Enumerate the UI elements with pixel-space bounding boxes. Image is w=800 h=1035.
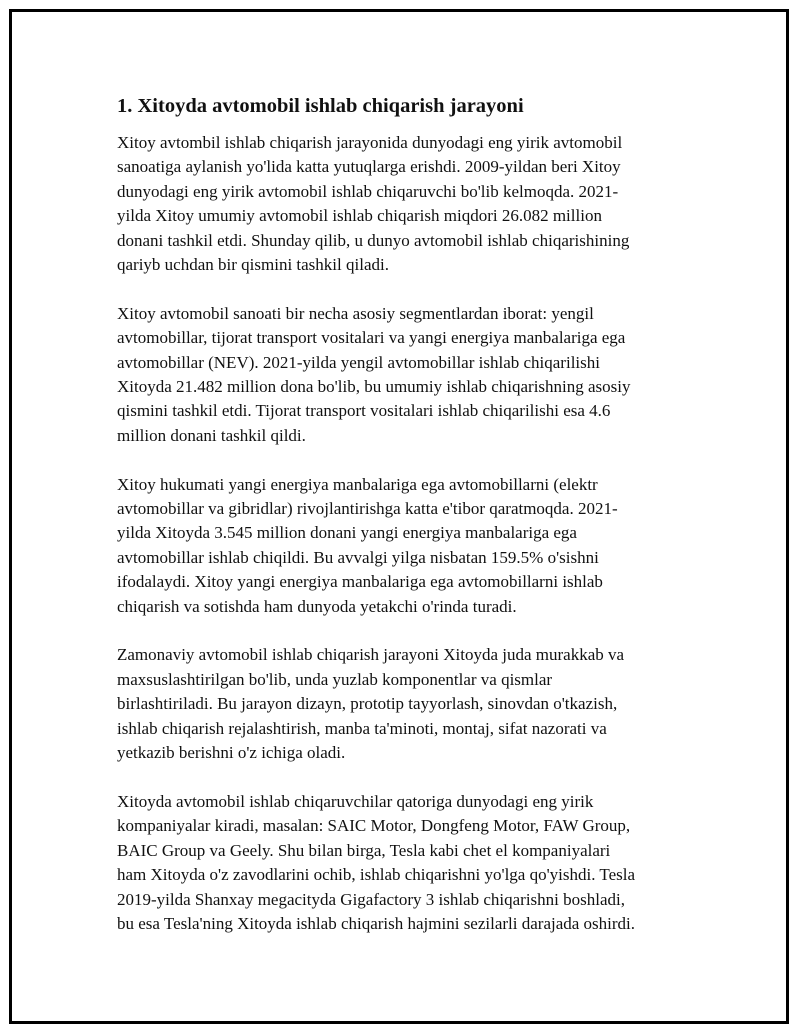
paragraph-line: donani tashkil etdi. Shunday qilib, u dunyo avtomobil ishlab chiqarishining (117, 230, 630, 250)
paragraph-line: qismini tashkil etdi. Tijorat transport vositalari ishlab chiqarilishi esa 4.6 (117, 401, 611, 421)
paragraph-line: avtomobillar (NEV). 2021-yilda yengil avtomobillar ishlab chiqarilishi (117, 352, 600, 372)
body-paragraph (117, 643, 692, 765)
paragraph-line: Xitoyda 21.482 million dona bo'lib, bu umumiy ishlab chiqarishning asosiy (117, 377, 631, 397)
paragraph-line: qariyb uchdan bir qismini tashkil qiladi. (117, 255, 389, 275)
paragraph-line: Zamonaviy avtomobil ishlab chiqarish jarayoni Xitoyda juda murakkab va (117, 645, 625, 665)
paragraph-line: kompaniyalar kiradi, masalan: SAIC Motor, Dongfeng Motor, FAW Group, (117, 816, 631, 836)
body-paragraph (117, 473, 692, 619)
paragraph-line: yilda Xitoyda 3.545 million donani yangi energiya manbalariga ega (117, 523, 577, 543)
paragraph-line: Xitoy hukumati yangi energiya manbalariga ega avtomobillarni (elektr (117, 474, 598, 494)
paragraph-line: avtomobillar ishlab chiqildi. Bu avvalgi yilga nisbatan 159.5% o'sishni (117, 547, 599, 567)
paragraph-line: yetkazib berishni o'z ichiga oladi. (117, 743, 346, 763)
paragraph-line: Xitoy avtombil ishlab chiqarish jarayonida dunyodagi eng yirik avtomobil (117, 133, 623, 152)
paragraph-line: avtomobillar va gibridlar) rivojlantirishga katta e'tibor qaratmoqda. 2021- (117, 499, 618, 519)
paragraph-line: birlashtiriladi. Bu jarayon dizayn, prototip tayyorlash, sinovdan o'tkazish, (117, 694, 618, 714)
body-paragraph (117, 302, 692, 448)
paragraph-line: chiqarish va sotishda ham dunyoda yetakchi o'rinda turadi. (117, 596, 517, 616)
paragraph-list (117, 131, 692, 936)
paragraph-line: sanoatiga aylanish yo'lida katta yutuqlarga erishdi. 2009-yildan beri Xitoy (117, 157, 621, 177)
paragraph-line: million donani tashkil qildi. (117, 425, 306, 445)
paragraph-line: avtomobillar, tijorat transport vositalari va yangi energiya manbalariga ega (117, 328, 626, 348)
section-title: 1. Xitoyda avtomobil ishlab chiqarish jarayoni (117, 95, 524, 117)
paragraph-line: dunyodagi eng yirik avtomobil ishlab chiqaruvchi bo'lib kelmoqda. 2021- (117, 181, 619, 201)
paragraph-line: ishlab chiqarish rejalashtirish, manba ta'minoti, montaj, sifat nazorati va (117, 718, 607, 738)
paragraph-line: ifodalaydi. Xitoy yangi energiya manbalariga ega avtomobillarni ishlab (117, 572, 603, 592)
paragraph-line: 2019-yilda Shanxay megacityda Gigafactory 3 ishlab chiqarishni boshladi, (117, 889, 625, 909)
paragraph-line: Xitoy avtomobil sanoati bir necha asosiy segmentlardan iborat: yengil (117, 303, 594, 323)
body-paragraph (117, 131, 692, 277)
document-body (117, 92, 692, 961)
paragraph-line: bu esa Tesla'ning Xitoyda ishlab chiqarish hajmini sezilarli darajada oshirdi. (117, 913, 636, 933)
paragraph-line: maxsuslashtirilgan bo'lib, unda yuzlab komponentlar va qismlar (117, 669, 553, 689)
paragraph-line: Xitoyda avtomobil ishlab chiqaruvchilar qatoriga dunyodagi eng yirik (117, 791, 594, 811)
body-paragraph (117, 790, 692, 936)
paragraph-line: ham Xitoyda o'z zavodlarini ochib, ishlab chiqarishni yo'lga qo'yishdi. Tesla (117, 865, 636, 885)
paragraph-line: BAIC Group va Geely. Shu bilan birga, Tesla kabi chet el kompaniyalari (117, 840, 611, 860)
paragraph-line: yilda Xitoy umumiy avtomobil ishlab chiqarish miqdori 26.082 million (117, 206, 602, 226)
